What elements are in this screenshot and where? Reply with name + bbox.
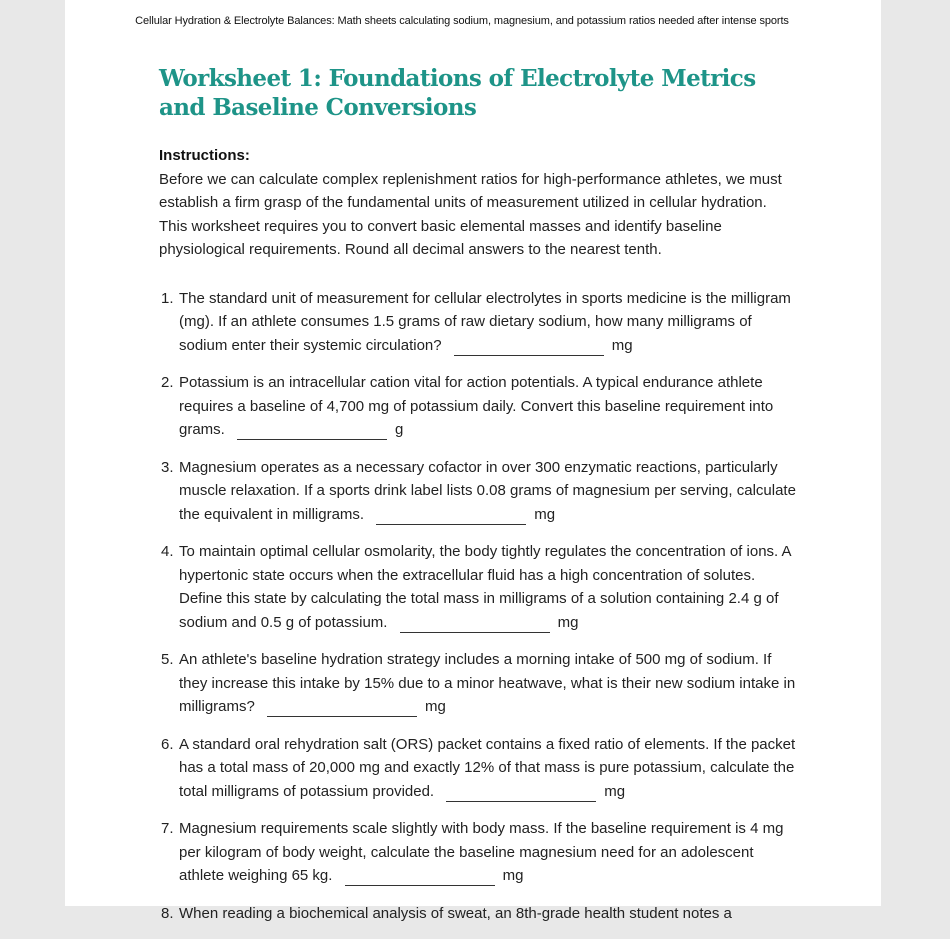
- answer-blank[interactable]: [446, 783, 596, 802]
- question-item: [159, 287, 799, 358]
- question-item: [159, 733, 799, 804]
- answer-blank[interactable]: [454, 337, 604, 356]
- instructions-block: [159, 144, 799, 262]
- question-text: Potassium is an intracellular cation vital for action potentials. A typical endurance athlete requires a baseline of 4,700 mg of potassium daily. Convert this baseline requirement into grams.: [179, 374, 774, 438]
- question-text: Magnesium requirements scale slightly with body mass. If the baseline requirement is 4 mg per kilogram of body weight, calculate the baseline magnesium need for an adolescent athlete weighing 65 kg.: [179, 820, 784, 884]
- answer-blank[interactable]: [345, 867, 495, 886]
- question-text: When reading a biochemical analysis of sweat, an 8th-grade health student notes a: [179, 904, 732, 922]
- question-text: An athlete's baseline hydration strategy includes a morning intake of 500 mg of sodium. If they increase this intake by 15% due to a minor heatwave, what is their new sodium intake in milligrams?: [179, 651, 796, 715]
- question-number: 3.: [161, 458, 174, 476]
- running-header: Cellular Hydration & Electrolyte Balances: Math sheets calculating sodium, magnesium, and potassium ratios needed after intense sports: [135, 15, 789, 27]
- question-item: [159, 817, 799, 888]
- question-list: [159, 287, 799, 926]
- answer-blank[interactable]: [267, 698, 417, 717]
- question-number: 7.: [161, 820, 174, 837]
- question-text: The standard unit of measurement for cellular electrolytes in sports medicine is the milligram (mg). If an athlete consumes 1.5 grams of raw dietary sodium, how many milligrams of sodium enter their systemic circulation?: [179, 289, 791, 354]
- question-number: 2.: [161, 374, 174, 391]
- answer-unit: mg: [611, 336, 633, 354]
- answer-blank[interactable]: [237, 421, 387, 440]
- answer-unit: mg: [534, 505, 556, 523]
- worksheet-content: [159, 64, 799, 939]
- answer-unit: mg: [502, 867, 524, 884]
- instructions-label: Instructions:: [159, 147, 250, 164]
- question-item: [159, 371, 799, 442]
- question-number: 1.: [161, 289, 174, 307]
- answer-unit: g: [395, 421, 404, 438]
- question-number: 8.: [161, 904, 174, 922]
- answer-unit: mg: [604, 782, 626, 800]
- worksheet-page: [65, 0, 881, 922]
- question-text: To maintain optimal cellular osmolarity, the body tightly regulates the concentration of ions. A hypertonic state occurs when the extracellular fluid has a high concentration of solutes. Define this state by calculating the total mass in milligrams of a solution containing 2.4 g of sodium and 0.5 g of potassium.: [179, 543, 791, 631]
- question-number: 5.: [161, 651, 174, 668]
- question-text: A standard oral rehydration salt (ORS) packet contains a fixed ratio of elements. If the packet has a total mass of 20,000 mg and exactly 12% of that mass is pure potassium, calculate the total milligrams of potassium provided.: [179, 735, 796, 800]
- answer-unit: mg: [557, 613, 579, 631]
- question-text: Magnesium operates as a necessary cofactor in over 300 enzymatic reactions, particularly muscle relaxation. If a sports drink label lists 0.08 grams of magnesium per serving, calculate the equivalent in milligrams.: [179, 458, 796, 523]
- answer-unit: mg: [425, 698, 446, 715]
- question-number: 4.: [161, 543, 174, 560]
- answer-blank[interactable]: [400, 614, 550, 633]
- question-number: 6.: [161, 735, 174, 753]
- worksheet-title: Worksheet 1: Foundations of Electrolyte Metrics and Baseline Conversions: [159, 65, 756, 121]
- answer-blank[interactable]: [376, 506, 526, 525]
- question-item: [159, 902, 799, 926]
- instructions-text: Before we can calculate complex replenishment ratios for high-performance athletes, we must establish a firm grasp of the fundamental units of measurement utilized in cellular hydration. This worksheet requires you to convert basic elemental masses and identify baseline physiological requirements. Round all decimal answers to the nearest tenth.: [159, 170, 782, 258]
- question-item: [159, 540, 799, 634]
- question-item: [159, 648, 799, 719]
- question-item: [159, 456, 799, 527]
